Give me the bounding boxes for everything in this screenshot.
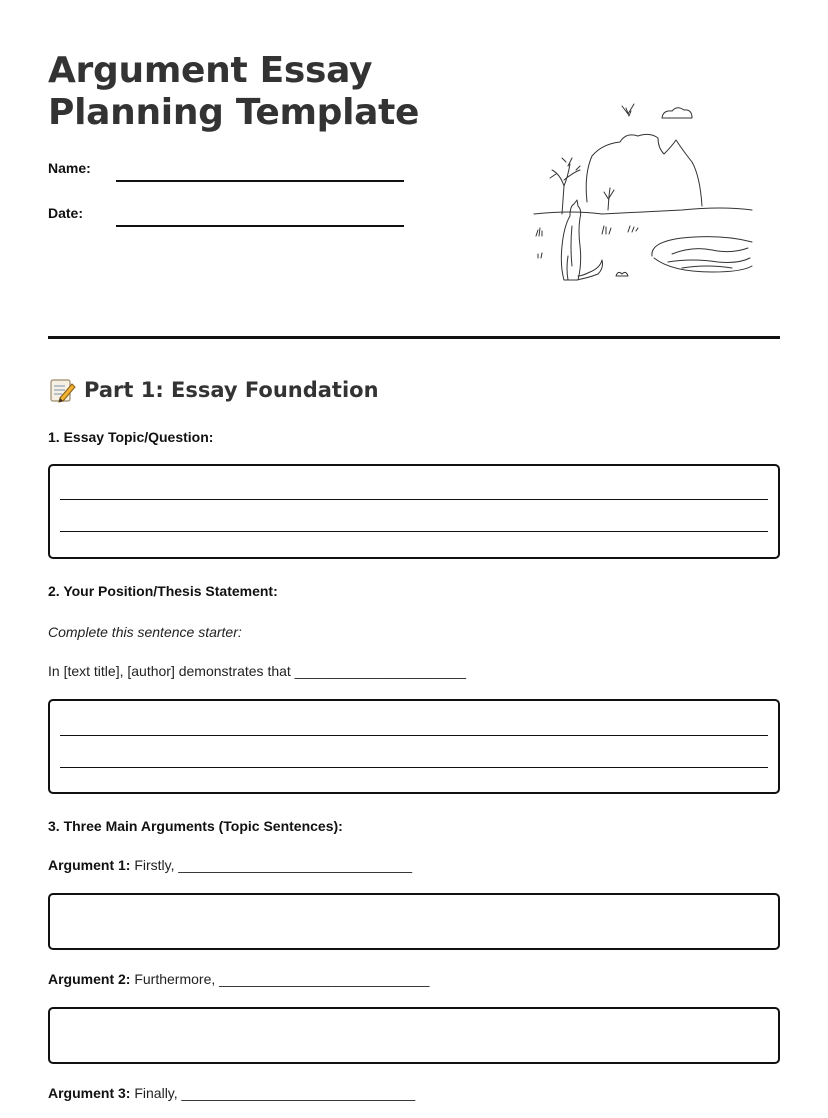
essay-topic-label: 1. Essay Topic/Question: <box>48 429 214 445</box>
thesis-sentence-starter: In [text title], [author] demonstrates that ______________________ <box>48 663 466 679</box>
title-line-2: Planning Template <box>48 92 420 133</box>
water-ripple-lines <box>668 248 750 268</box>
part1-heading-text: Part 1: Essay Foundation <box>84 378 379 402</box>
main-arguments-label: 3. Three Main Arguments (Topic Sentences): <box>48 818 343 834</box>
argument-2-answer-box[interactable] <box>48 1007 780 1064</box>
grass-icon <box>628 226 638 232</box>
name-field[interactable] <box>116 180 404 182</box>
argument-2-label: Argument 2: <box>48 971 131 987</box>
thesis-label: 2. Your Position/Thesis Statement: <box>48 583 278 599</box>
writing-line <box>60 767 768 768</box>
thesis-instruction: Complete this sentence starter: <box>48 624 242 640</box>
argument-3-prompt <box>48 1085 415 1101</box>
argument-3-label: Argument 3: <box>48 1085 131 1101</box>
writing-line <box>60 499 768 500</box>
argument-3-starter: Finally, ______________________________ <box>130 1085 416 1101</box>
memo-pencil-icon <box>48 376 76 404</box>
thesis-answer-box[interactable] <box>48 699 780 794</box>
writing-line <box>60 531 768 532</box>
rock-icon <box>586 134 702 206</box>
date-label: Date: <box>48 205 84 221</box>
worksheet-page <box>48 0 780 1118</box>
argument-1-prompt <box>48 857 412 873</box>
page-title <box>48 50 508 134</box>
small-tree-icon <box>604 188 614 210</box>
bird-icon <box>622 104 634 116</box>
name-label: Name: <box>48 160 91 176</box>
horizon-line <box>534 208 752 214</box>
header-divider <box>48 336 780 339</box>
outback-landscape-illustration <box>532 96 758 290</box>
stone-icon <box>616 272 628 276</box>
tree-icon <box>550 158 580 214</box>
part1-heading <box>48 374 379 406</box>
grass-icon <box>538 253 542 258</box>
cloud-icon <box>662 108 692 118</box>
writing-line <box>60 735 768 736</box>
date-field[interactable] <box>116 225 404 227</box>
argument-2-starter: Furthermore, ___________________________ <box>130 971 430 987</box>
argument-1-answer-box[interactable] <box>48 893 780 950</box>
waterhole-icon <box>652 237 752 272</box>
argument-1-label: Argument 1: <box>48 857 131 873</box>
grass-icon <box>536 228 542 236</box>
argument-2-prompt <box>48 971 429 987</box>
argument-1-starter: Firstly, ______________________________ <box>130 857 412 873</box>
title-line-1: Argument Essay <box>48 50 373 91</box>
grass-icon <box>602 226 611 234</box>
essay-topic-answer-box[interactable] <box>48 464 780 559</box>
